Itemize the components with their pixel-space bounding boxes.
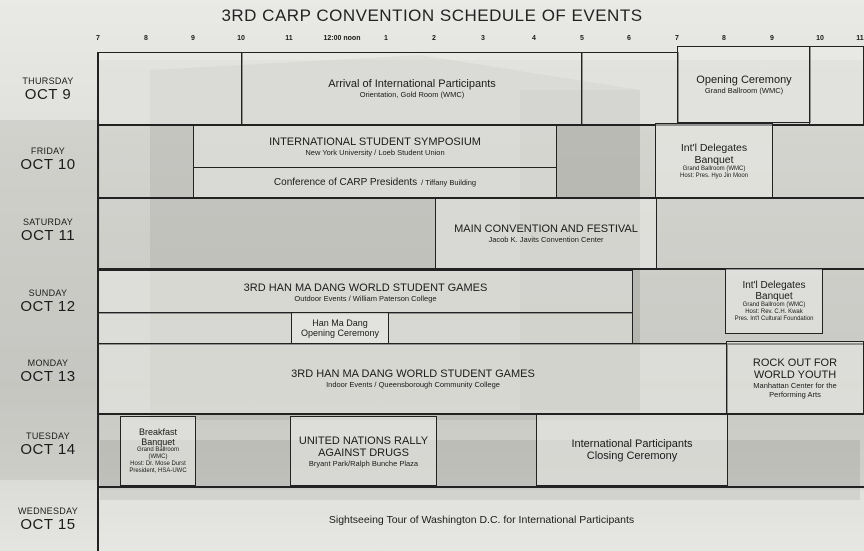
event-title: MAIN CONVENTION AND FESTIVAL <box>454 223 638 235</box>
event-location: Manhattan Center for the Performing Arts <box>753 380 837 399</box>
event-games-indoor <box>98 343 728 414</box>
event-location: Grand Ballroom (WMC) <box>704 86 784 95</box>
empty-slot <box>98 52 243 125</box>
event-title: ROCK OUT FOR WORLD YOUTH <box>752 356 838 381</box>
event-delegates-banquet-sunday <box>725 268 823 334</box>
hour-label: 11 <box>856 35 864 42</box>
hour-label: 11 <box>285 35 293 42</box>
day-label-monday: MONDAY OCT 13 <box>20 358 76 385</box>
event-title: 3RD HAN MA DANG WORLD STUDENT GAMES <box>243 281 488 294</box>
event-breakfast-banquet <box>120 416 196 486</box>
event-sightseeing-tour <box>98 487 864 551</box>
event-host: Host: Pres. Hyo Jin Moon <box>679 172 749 179</box>
hour-label: 2 <box>432 35 436 42</box>
event-title: Conference of CARP Presidents <box>273 176 418 188</box>
empty-slot <box>581 52 679 125</box>
day-label-friday: FRIDAY OCT 10 <box>20 146 76 173</box>
hour-label: 10 <box>237 35 245 42</box>
event-arrival <box>241 52 583 125</box>
event-title: International Participants Closing Ceremony <box>571 438 693 462</box>
event-location: Grand Ballroom (WMC) <box>136 447 180 460</box>
event-host-title: Pres. Int'l Cultural Foundation <box>734 315 814 322</box>
empty-slot <box>809 46 864 125</box>
event-location: Bryant Park/Ralph Bunche Plaza <box>308 458 419 468</box>
event-location: Grand Ballroom (WMC) <box>682 165 746 172</box>
hour-label: 6 <box>627 35 631 42</box>
event-host: Host: Dr. Mose Durst <box>130 461 186 467</box>
hour-label: 12:00 noon <box>323 35 361 42</box>
event-title: Arrival of International Participants <box>328 78 496 90</box>
event-symposium <box>193 125 557 168</box>
event-host: Host: Rev. C.H. Kwak <box>745 308 803 315</box>
event-title: Han Ma Dang <box>312 318 368 328</box>
day-label-wednesday: WEDNESDAY OCT 15 <box>17 506 79 533</box>
hour-label: 9 <box>770 35 774 42</box>
hour-label: 7 <box>675 35 679 42</box>
hour-label: 3 <box>481 35 485 42</box>
event-title: UNITED NATIONS RALLY AGAINST DRUGS <box>298 434 429 459</box>
event-main-convention <box>435 198 657 269</box>
hour-label: 5 <box>580 35 584 42</box>
event-title: Int'l Delegates Banquet <box>680 141 748 166</box>
hour-label: 1 <box>384 35 388 42</box>
event-location: / Tiffany Building <box>421 178 477 187</box>
day-label-sunday: SUNDAY OCT 12 <box>20 288 76 315</box>
hour-label: 8 <box>144 35 148 42</box>
event-un-rally <box>290 416 437 486</box>
hour-label: 7 <box>96 35 100 42</box>
event-closing-ceremony <box>536 414 728 486</box>
event-location: Grand Ballroom (WMC) <box>742 301 806 308</box>
event-title: Opening Ceremony <box>696 74 792 86</box>
event-title: 3RD HAN MA DANG WORLD STUDENT GAMES <box>291 368 535 380</box>
event-location: New York University / Loeb Student Union <box>305 148 445 157</box>
hour-label: 4 <box>532 35 536 42</box>
event-location: Orientation, Gold Room (WMC) <box>359 90 465 99</box>
event-games-opening <box>291 312 389 344</box>
event-location: Indoor Events / Queensborough Community College <box>326 380 500 389</box>
event-title: Sightseeing Tour of Washington D.C. for International Participants <box>328 513 635 526</box>
event-presidents-conference <box>193 167 557 198</box>
hour-label: 10 <box>816 35 824 42</box>
day-label-saturday: SATURDAY OCT 11 <box>20 217 76 244</box>
event-title: INTERNATIONAL STUDENT SYMPOSIUM <box>269 136 481 148</box>
event-delegates-banquet-friday <box>655 123 773 198</box>
day-label-thursday: THURSDAY OCT 9 <box>22 76 74 103</box>
page-title: 3RD CARP CONVENTION SCHEDULE OF EVENTS <box>221 6 643 25</box>
hour-label: 8 <box>722 35 726 42</box>
event-host-title: President, HSA-UWC <box>129 468 187 474</box>
event-title: Breakfast Banquet <box>138 427 178 447</box>
event-title: Int'l Delegates Banquet <box>742 279 806 302</box>
event-games-outdoor <box>98 270 633 314</box>
event-opening-ceremony <box>677 46 811 123</box>
event-location: Jacob K. Javits Convention Center <box>488 235 604 244</box>
event-subtitle: Opening Ceremony <box>300 328 380 338</box>
hour-label: 9 <box>191 35 195 42</box>
event-location: Outdoor Events / William Paterson College <box>294 293 437 303</box>
event-rock-out <box>726 341 864 414</box>
day-label-tuesday: TUESDAY OCT 14 <box>20 431 76 458</box>
